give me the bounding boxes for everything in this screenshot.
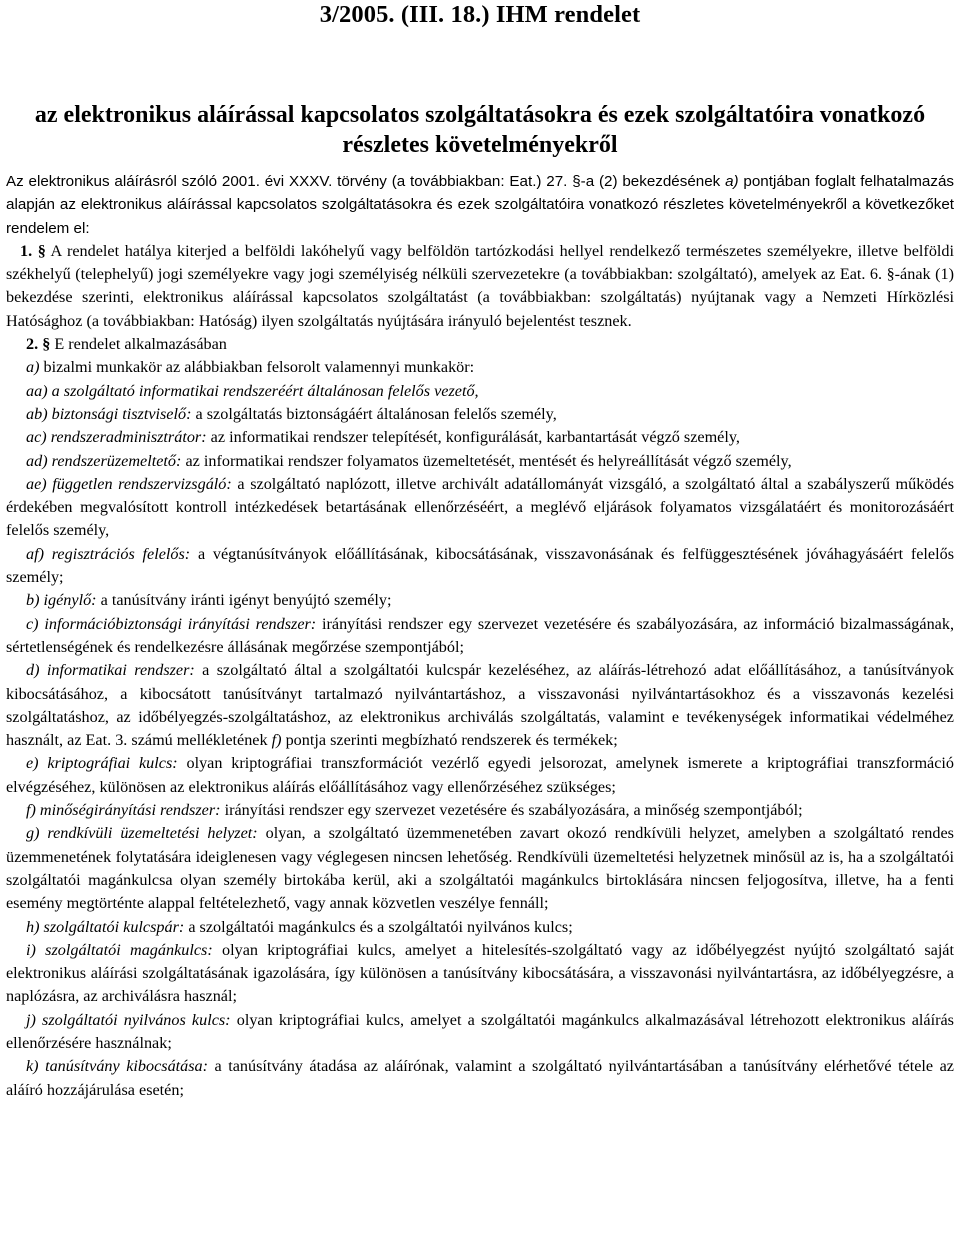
definition-text: a végtanúsítványok előállításának, kibocsátásának, visszavonásának és felfüggesztésének jóváhagyásáért felelős személy; <box>6 544 954 587</box>
document-subtitle: az elektronikus aláírással kapcsolatos szolgáltatásokra és ezek szolgáltatóira vonatkozó részletes követelményekről <box>34 102 926 158</box>
definition-item <box>6 589 954 612</box>
definition-term: g) rendkívüli üzemeltetési helyzet: <box>26 824 258 843</box>
definition-term: d) informatikai rendszer: <box>26 661 195 680</box>
definition-term: k) tanúsítvány kibocsátása: <box>26 1057 209 1076</box>
definition-item <box>6 380 954 403</box>
section-2-text: E rendelet alkalmazásában <box>50 335 227 354</box>
definition-term: ab) biztonsági tisztviselő: <box>26 404 192 423</box>
definition-term: f) minőségirányítási rendszer: <box>26 801 221 820</box>
definition-list <box>6 356 954 1102</box>
definition-term: h) szolgáltatói kulcspár: <box>26 917 185 936</box>
definition-item <box>6 1009 954 1056</box>
definition-term: ae) független rendszervizsgáló: <box>26 474 232 493</box>
definition-item <box>6 916 954 939</box>
definition-text: az informatikai rendszer folyamatos üzemeltetését, mentését és helyreállítását végző személy, <box>181 451 792 470</box>
definition-item <box>6 752 954 799</box>
preamble-italic: a) <box>725 173 739 190</box>
definition-text: olyan kriptográfiai kulcs, amelyet a szolgáltatói magánkulcs alkalmazásával létrehozott elektronikus aláírás ellenőrzésére használnak; <box>6 1010 954 1052</box>
definition-item <box>6 403 954 426</box>
definition-term: e) kriptográfiai kulcs: <box>26 754 178 773</box>
definition-item <box>6 1055 954 1102</box>
definition-term: b) igénylő: <box>26 591 97 610</box>
section-1-text: A rendelet hatálya kiterjed a belföldi lakóhelyű vagy belföldön tartózkodási hellyel rendelkező természetes személyekre, illetve belföldi székhelyű (telephelyű) jogi személyekre vagy jogi személyiség nélküli szervezetekre (a továbbiakban: szolgáltató), amelyek az Eat. 6. §-ának (1) bekezdése szerinti, elektronikus aláírással kapcsolatos szolgáltatást (a továbbiakban: szolgáltatás) nyújtanak vagy a Nemzeti Hírközlési Hatósághoz (a továbbiakban: Hatóság) ilyen szolgáltatás nyújtására irányuló bejelentést tesznek. <box>6 241 954 330</box>
definition-text: az informatikai rendszer telepítését, konfigurálását, karbantartását végző személy, <box>206 428 740 447</box>
definition-term: ac) rendszeradminisztrátor: <box>26 428 207 447</box>
definition-text: olyan, a szolgáltató üzemmenetében zavart okozó rendkívüli helyzet, amelyben a szolgáltató rendes üzemmenetének folytatására ideiglenesen vagy véglegesen nincsen lehetőség. Rendkívüli üzemeltetési helyzetnek minősül az is, ha a szolgáltatói szolgáltatói magánkulcsa olyan személy birtokába kerül, aki a szolgáltatói magánkulcs birtoklására nincsen feljogosítva, illetve, ha a fenti esemény megtörténte alappal feltételezhető, vagy annak közvetlen veszélye fennáll; <box>6 824 954 913</box>
continuation-ref: f) <box>271 731 282 750</box>
definition-text: irányítási rendszer egy szervezet vezetésére és szabályozására, az információ bizalmasságának, sértetlenségének és rendelkezésre állásának megőrzése szempontjából; <box>6 614 954 656</box>
definition-item <box>6 473 954 543</box>
definition-term: i) szolgáltatói magánkulcs: <box>26 940 213 959</box>
definition-text: olyan kriptográfiai transzformációt vezérlő egyedi jelsorozat, amelynek ismerete a kriptográfiai transzformáció elvégzéséhez, különösen az elektronikus aláírás előállításához vagy ellenőrzéséhez szükséges; <box>6 754 955 796</box>
definition-item <box>6 450 954 473</box>
definition-term: j) szolgáltatói nyilvános kulcs: <box>26 1010 231 1029</box>
definition-text: irányítási rendszer egy szervezet vezetésére és szabályozására, a minőség szempontjából; <box>220 801 803 820</box>
document-body <box>6 170 954 1102</box>
preamble-text-1: Az elektronikus aláírásról szóló 2001. évi XXXV. törvény (a továbbiakban: Eat.) 27. §-a (2) bekezdésének <box>6 173 726 190</box>
definition-text: bizalmi munkakör az alábbiakban felsorolt valamennyi munkakör: <box>39 358 475 377</box>
definition-text: a szolgáltatás biztonságáért általánosan felelős személy, <box>191 404 557 423</box>
definition-item <box>6 613 954 660</box>
section-2-number: 2. § <box>26 335 51 354</box>
definition-term: aa) a szolgáltató informatikai rendszeréért általánosan felelős vezető, <box>26 381 479 400</box>
continuation-text: pontja szerinti megbízható rendszerek és termékek; <box>281 731 618 750</box>
preamble <box>6 170 954 240</box>
definition-item <box>6 426 954 449</box>
definition-item <box>6 939 954 1009</box>
preamble-text-2: pontjában foglalt felhatalmazás alapján az elektronikus aláírással kapcsolatos szolgáltatásokra és ezek szolgáltatóira vonatkozó részletes követelményekről a következőket rendelem el: <box>6 173 954 237</box>
definition-text: a szolgáltató által a szolgáltatói kulcspár kezeléséhez, az aláírás-létrehozó adat előállításához, a tanúsítványok kibocsátásához, a kibocsátott tanúsítványt tartalmazó nyilvántartáshoz, a visszavonási nyilvántartásokhoz és a visszavonás kezelési szolgáltatáshoz, az időbélyegzés-szolgáltatáshoz, az elektronikus archiválás szolgáltatás, valamint e tevékenységek informatikai védelméhez használt, az Eat. 3. számú mellékletének <box>6 661 954 750</box>
definition-text: a tanúsítvány iránti igényt benyújtó személy; <box>96 591 392 610</box>
definition-term: a) <box>26 358 40 377</box>
definition-item <box>6 659 954 752</box>
definition-item <box>6 799 954 822</box>
definition-item <box>6 356 954 379</box>
section-2-intro <box>6 333 954 356</box>
document-title: 3/2005. (III. 18.) IHM rendelet <box>319 1 641 28</box>
definition-term: af) regisztrációs felelős: <box>26 544 191 563</box>
definition-term: ad) rendszerüzemeltető: <box>26 451 182 470</box>
definition-item <box>6 822 954 915</box>
definition-text: olyan kriptográfiai kulcs, amelyet a hitelesítés-szolgáltató vagy az időbélyegzést nyújtó szolgáltató saját elektronikus aláírási szolgáltatásának igazolására, így különösen a tanúsítvány kibocsátására, a visszavonási nyilvántartásra, az időbélyegzésre, a naplózásra, az archiválásra használ; <box>6 940 954 1006</box>
definition-term: c) információbiztonsági irányítási rendszer: <box>26 614 317 633</box>
definition-text: a szolgáltató naplózott, illetve archivált adatállományát vizsgáló, a szolgáltató által a szabályszerű működés érdekében megvalósított kontroll intézkedések betartásának ellenőrzéséért, a meglévő eljárások folyamatos vizsgálatáért és monitorozásáért felelős személy, <box>6 474 955 540</box>
section-1-number: 1. § <box>20 241 46 260</box>
definition-item <box>6 543 954 590</box>
definition-text: a szolgáltatói magánkulcs és a szolgáltatói nyilvános kulcs; <box>184 917 573 936</box>
document-page <box>6 0 954 1102</box>
section-1 <box>6 240 954 333</box>
definition-text: a tanúsítvány átadása az aláírónak, valamint a szolgáltató nyilvántartásában a tanúsítvány elérhetővé tétele az aláíró hozzájárulása esetén; <box>6 1057 954 1099</box>
